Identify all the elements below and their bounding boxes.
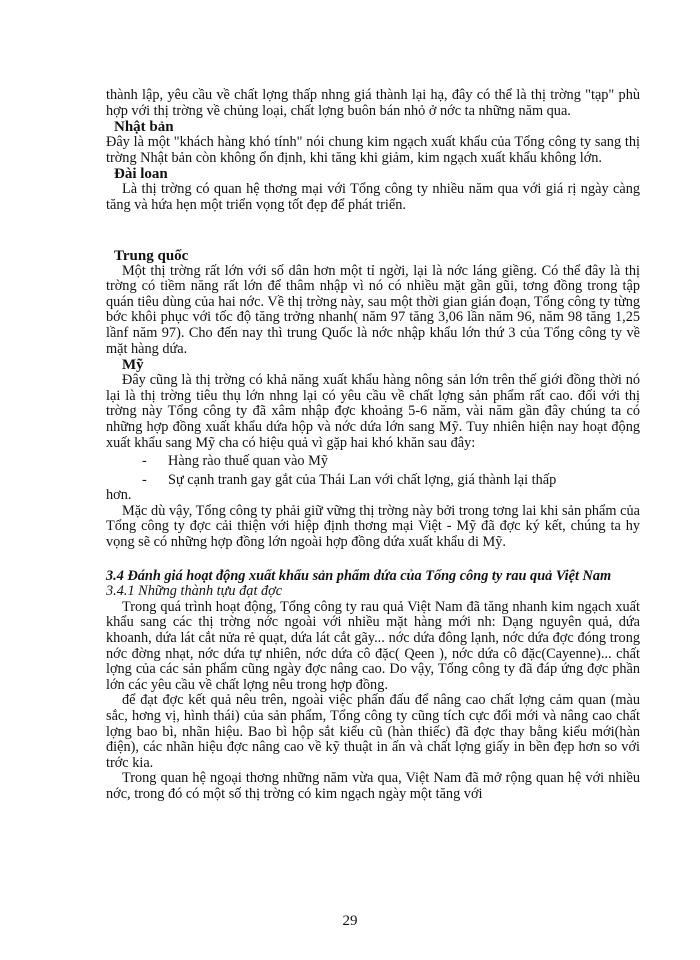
paragraph-taiwan: Là thị trờng có quan hệ thơng mại với Tổng công ty nhiều năm qua với giá rị ngày càng tăng và hứa hẹn một triển vọng tốt đẹp để phát triển. [106,181,640,213]
subsection-title: 3.4.1 Những thành tựu đạt đợc [106,583,283,600]
paragraph-usa-2: Mặc dù vậy, Tổng công ty phải giữ vững thị trờng này bởi trong tơng lai khi sản phẩm của Tổng công ty đợc cải thiện với hiệp định thơng mại Việt - Mỹ đã đợc ký kết, chúng ta hy vọng sẽ có những hợp đồng lớn ngoài hợp đồng dứa xuất khẩu di Mỹ. [106,502,640,551]
paragraph-japan: Đây là một "khách hàng khó tính" nói chung kim ngạch xuất khẩu của Tổng công ty sang thị trờng Nhật bản còn không ổn định, khi tăng khi giảm, kim ngạch xuất khẩu không lớn. [106,134,640,166]
heading-usa: Mỹ [122,357,144,374]
heading-japan: Nhật bản [114,119,174,136]
bullet-text-1: Hàng rào thuế quan vào Mỹ [168,453,329,470]
paragraph-achievements-3: Trong quan hệ ngoại thơng những năm vừa qua, Việt Nam đã mở rộng quan hệ với nhiều nớc, trong đó có một số thị trờng có kim ngạch ngày một tăng với [106,770,640,802]
paragraph-achievements-1: Trong quá trình hoạt động, Tổng công ty rau quả Việt Nam đã tăng nhanh kim ngạch xuất khẩu sang các thị trờng nớc ngoài với nhiều mặt hàng mới nh: Dạng nguyên quả, dứa khoanh, dứa lát cắt nửa rẻ quạt, dứa lát cắt gãy... nớc dứa đông lạnh, nớc dứa đợc đóng trong nớc đờng nhạt, nớc dứa tự nhiên, nớc dứa cô đặc( Qeen ), nớc dứa cô đặc(Cayenne)... chất lợng của các sản phẩm cũng ngày đợc nâng cao. Do vậy, Tổng công ty đã đáp ứng đợc phần lớn các yêu cầu về chất lợng nêu trong hợp đồng. [106,598,640,693]
bullet-item-1 [106,454,640,470]
paragraph-achievements-2: để đạt đợc kết quả nêu trên, ngoài việc phấn đấu để nâng cao chất lợng cảm quan (màu sắc, hơng vị, hình thái) của sản phẩm, Tổng công ty cũng tích cực đổi mới và nâng cao chất lợng bao bì, nhãn hiệu. Bao bì hộp sắt kiểu cũ (hàn thiếc) đã đợc thay bằng kiểu mới(hàn điện), các nhãn hiệu đợc nâng cao về kỹ thuật in ấn và chất lợng giấy in bền đẹp hơn so với trớc kia. [106,692,640,771]
section-title: 3.4 Đánh giá hoạt động xuất khẩu sản phẩm dứa của Tổng công ty rau quả Việt Nam [106,567,612,584]
bullet-dash: - [142,471,147,488]
bullet-item-2 [106,473,640,489]
paragraph-china: Một thị trờng rất lớn với số dân hơn một tỉ ngời, lại là nớc láng giềng. Có thể đây là thị trờng có tiềm năng rất lớn để thâm nhập vì nó có nhiều mặt gần gũi, tơng đồng trong tập quán tiêu dùng của hai nớc. Về thị trờng này, sau một thời gian gián đoạn, Tổng công ty từng bớc khôi phục với tốc độ tăng trởng nhanh( năm 97 tăng 3,06 lần năm 96, năm 98 tăng 1,25 lầnf năm 97). Cho đến nay thì trung Quốc là nớc nhập khẩu lớn thứ 3 của Tổng công ty về mặt hàng dứa. [106,262,640,357]
bullet-dash: - [142,453,147,470]
heading-taiwan: Đài loan [114,166,168,183]
paragraph-usa: Đây cũng là thị trờng có khả năng xuất khẩu hàng nông sản lớn trên thế giới đồng thời nó lại là thị trờng tiêu thụ lớn nhng lại có yêu cầu về chất lợng sản phẩm rất cao. đối với thị trờng này Tổng công ty đã xâm nhập đợc khoảng 5-6 năm, vài năm gần đây chúng ta có những hợp đồng xuất khẩu dứa hộp và nớc dứa lớn sang Mỹ. Tuy nhiên hiện nay hoạt động xuất khẩu sang Mỹ cha có hiệu quả vì gặp hai khó khăn sau đây: [106,372,640,451]
bullet-text-2: Sự cạnh tranh gay gắt của Thái Lan với chất lợng, giá thành lại thấp [168,471,557,488]
bullet-continuation: hơn. [106,487,132,504]
paragraph-intro: thành lập, yêu cầu về chất lợng thấp nhng giá thành lại hạ, đây có thể là thị trờng "tạp" phù hợp với thị trờng về chủng loại, chất lợng buôn bán nhỏ ở nớc ta những năm qua. [106,87,640,119]
page-number: 29 [342,913,358,929]
heading-china: Trung quốc [114,247,189,264]
